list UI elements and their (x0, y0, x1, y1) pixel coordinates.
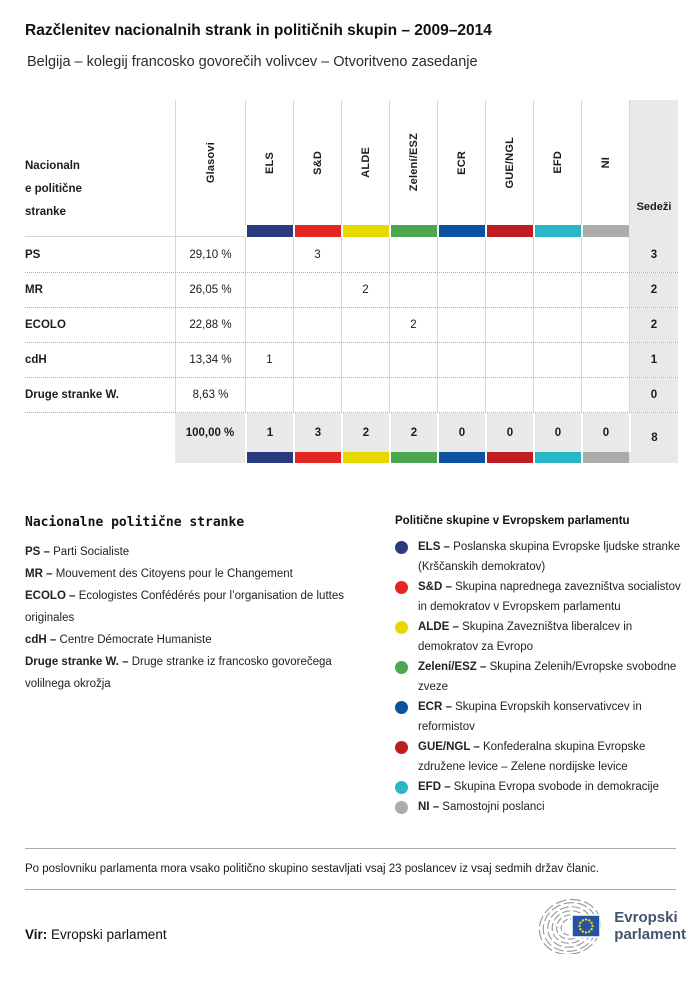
zeleni-color-dot (395, 661, 408, 674)
seat-cell: 2 (389, 308, 437, 342)
political-groups-legend (395, 515, 690, 817)
total-group-cell: 3 (293, 413, 341, 452)
color-bar-efd (533, 225, 581, 237)
political-groups-legend-heading: Politične skupine v Evropskem parlamentu (395, 515, 630, 527)
source-line (25, 927, 167, 942)
table-row (25, 237, 678, 272)
party-legend-item: PS – Parti Socialiste (25, 546, 130, 558)
color-bar-ni (581, 225, 629, 237)
color-bar-zeleni (389, 225, 437, 237)
party-name: Druge stranke W. (25, 389, 119, 401)
seat-cell (437, 237, 485, 272)
total-votes-cell: 100,00 % (175, 413, 245, 452)
color-bar-ecr (437, 452, 485, 463)
logo-wordmark: Evropski parlament (614, 909, 686, 943)
header-group-alde: ALDE (341, 100, 389, 225)
hemicycle-flag-icon (536, 898, 608, 954)
bar-spacer-name (25, 452, 175, 463)
votes-cell: 8,63 % (175, 378, 245, 412)
bar-spacer-votes (175, 452, 245, 463)
seat-cell (485, 343, 533, 377)
table-row (25, 377, 678, 412)
results-table (25, 100, 678, 463)
group-color-bar-row (25, 225, 678, 237)
party-name: cdH (25, 354, 47, 366)
total-seats-cell: 2 (629, 308, 678, 342)
source-value: Evropski parlament (51, 927, 167, 942)
seat-cell (533, 378, 581, 412)
group-legend-item: EFD – Skupina Evropa svobode in demokracije (395, 777, 690, 797)
table-row (25, 342, 678, 377)
header-votes: Glasovi (175, 100, 245, 225)
seat-cell (437, 343, 485, 377)
page-subtitle: Belgija – kolegij francosko govorečih volivcev – Otvoritveno zasedanje (27, 54, 478, 70)
efd-color-dot (395, 781, 408, 794)
bar-spacer-seats (629, 225, 678, 237)
seat-cell (389, 378, 437, 412)
divider-top (25, 848, 676, 849)
page-title: Razčlenitev nacionalnih strank in političnih skupin – 2009–2014 (25, 22, 492, 39)
gue-color-dot (395, 741, 408, 754)
table-row (25, 307, 678, 342)
seat-cell (485, 273, 533, 307)
group-legend-item: ALDE – Skupina Zavezništva liberalcev in demokratov za Evropo (395, 617, 690, 657)
party-legend-item: cdH – Centre Démocrate Humaniste (25, 634, 212, 646)
seat-cell (245, 273, 293, 307)
european-parliament-logo (536, 898, 686, 954)
sd-color-dot (395, 581, 408, 594)
seat-cell (341, 308, 389, 342)
votes-cell: 29,10 % (175, 237, 245, 272)
bar-spacer-seats (629, 452, 678, 463)
color-bar-zeleni (389, 452, 437, 463)
color-bar-ecr (437, 225, 485, 237)
votes-cell: 13,34 % (175, 343, 245, 377)
seat-cell (485, 308, 533, 342)
seat-cell: 2 (341, 273, 389, 307)
national-parties-legend (25, 515, 373, 817)
header-national-parties (25, 100, 175, 225)
votes-cell: 26,05 % (175, 273, 245, 307)
party-name: PS (25, 248, 41, 261)
seat-cell (245, 378, 293, 412)
seat-cell (437, 378, 485, 412)
header-group-zeleni: Zelení/ESZ (389, 100, 437, 225)
els-color-dot (395, 541, 408, 554)
color-bar-els (245, 225, 293, 237)
seat-cell (245, 237, 293, 272)
seat-cell (533, 308, 581, 342)
group-legend-item: NI – Samostojni poslanci (395, 797, 690, 817)
divider-bottom (25, 889, 676, 890)
total-seats-cell: 1 (629, 343, 678, 377)
seat-cell (485, 378, 533, 412)
source-label: Vir: (25, 927, 48, 942)
group-color-bar-row-bottom (25, 452, 678, 463)
color-bar-alde (341, 225, 389, 237)
group-legend-item: S&D – Skupina naprednega zavezništva socialistov in demokratov v Evropskem parlamentu (395, 577, 690, 617)
total-group-cell: 0 (581, 413, 629, 452)
party-name: MR (25, 284, 43, 296)
ni-color-dot (395, 801, 408, 814)
seat-cell (581, 237, 629, 272)
total-group-cell: 0 (485, 413, 533, 452)
legends-section (25, 515, 700, 817)
header-group-els: ELS (245, 100, 293, 225)
group-legend-item: Zelení/ESZ – Skupina Zelenih/Evropske svobodne zveze (395, 657, 690, 697)
seat-cell (293, 273, 341, 307)
total-seats-cell: 0 (629, 378, 678, 412)
national-parties-legend-heading: Nacionalne politične stranke (25, 515, 245, 530)
header-group-ecr: ECR (437, 100, 485, 225)
table-row (25, 272, 678, 307)
votes-cell: 22,88 % (175, 308, 245, 342)
seat-cell: 3 (293, 237, 341, 272)
group-legend-item: ELS – Poslanska skupina Evropske ljudske stranke (Krščanskih demokratov) (395, 537, 690, 577)
footer-row (25, 898, 686, 954)
group-legend-item: ECR – Skupina Evropskih konservativcev in reformistov (395, 697, 690, 737)
seat-cell (533, 237, 581, 272)
seat-cell: 1 (245, 343, 293, 377)
seat-cell (293, 378, 341, 412)
header-seats: Sedeži (629, 100, 678, 225)
total-group-cell: 2 (341, 413, 389, 452)
seat-cell (341, 378, 389, 412)
total-group-cell: 2 (389, 413, 437, 452)
color-bar-els (245, 452, 293, 463)
seat-cell (581, 273, 629, 307)
header-group-gue: GUE/NGL (485, 100, 533, 225)
color-bar-gue (485, 452, 533, 463)
color-bar-efd (533, 452, 581, 463)
total-seats-cell: 2 (629, 273, 678, 307)
seat-cell (581, 378, 629, 412)
seat-cell (533, 273, 581, 307)
bar-spacer-votes (175, 225, 245, 237)
header-national-parties-label: Nacionalne politične stranke (25, 160, 82, 218)
total-group-cell: 0 (437, 413, 485, 452)
seat-cell (437, 273, 485, 307)
total-name-spacer (25, 413, 175, 452)
header-group-ni: NI (581, 100, 629, 225)
seat-cell (341, 237, 389, 272)
color-bar-alde (341, 452, 389, 463)
footnote: Po poslovniku parlamenta mora vsako politično skupino sestavljati vsaj 23 poslancev iz vsaj sedmih držav članic. (25, 863, 600, 875)
seat-cell (293, 343, 341, 377)
header-group-sd: S&D (293, 100, 341, 225)
ecr-color-dot (395, 701, 408, 714)
seat-cell (389, 237, 437, 272)
table-header-row (25, 100, 678, 225)
color-bar-sd (293, 452, 341, 463)
party-name: ECOLO (25, 319, 66, 331)
seat-cell (293, 308, 341, 342)
seat-cell (485, 237, 533, 272)
grand-total-seats-cell: 8 (629, 413, 678, 452)
seat-cell (341, 343, 389, 377)
header-group-efd: EFD (533, 100, 581, 225)
seat-cell (581, 343, 629, 377)
total-group-cell: 1 (245, 413, 293, 452)
alde-color-dot (395, 621, 408, 634)
party-legend-item: Druge stranke W. – Druge stranke iz francosko govorečega volilnega okrožja (25, 656, 332, 690)
seat-cell (389, 343, 437, 377)
total-seats-cell: 3 (629, 237, 678, 272)
seat-cell (437, 308, 485, 342)
color-bar-sd (293, 225, 341, 237)
color-bar-ni (581, 452, 629, 463)
seat-cell (389, 273, 437, 307)
seat-cell (245, 308, 293, 342)
party-legend-item: ECOLO – Ecologistes Confédérés pour l’organisation de luttes originales (25, 590, 344, 624)
color-bar-gue (485, 225, 533, 237)
group-legend-item: GUE/NGL – Konfederalna skupina Evropske združene levice – Zelene nordijske levice (395, 737, 690, 777)
party-legend-item: MR – Mouvement des Citoyens pour le Changement (25, 568, 293, 580)
table-total-row (25, 412, 678, 452)
bar-spacer-name (25, 225, 175, 237)
seat-cell (581, 308, 629, 342)
seat-cell (533, 343, 581, 377)
total-group-cell: 0 (533, 413, 581, 452)
